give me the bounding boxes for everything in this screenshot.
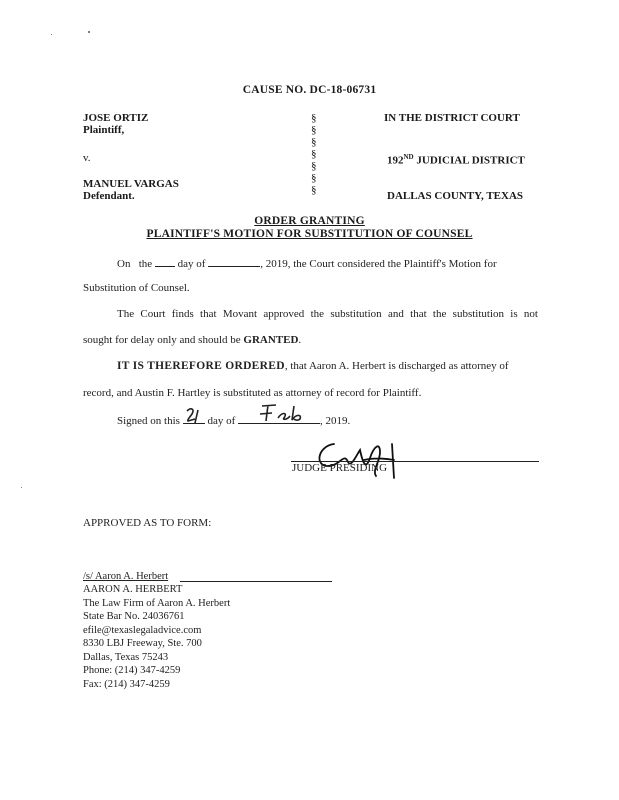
attorney-email: efile@texaslegaladvice.com [83, 625, 202, 636]
cause-number: CAUSE NO. DC-18-06731 [242, 84, 377, 96]
address-line2: Dallas, Texas 75243 [83, 652, 169, 663]
versus: v. [83, 152, 91, 164]
text: sought for delay only and should be [83, 334, 244, 346]
handwritten-month [254, 402, 324, 424]
section-symbol: § [311, 136, 317, 148]
day-blank [155, 256, 175, 267]
para2-line1: The Court finds that Movant approved the substitution and that the substitution is not [117, 308, 538, 320]
text: the [138, 258, 153, 270]
court-name: IN THE DISTRICT COURT [384, 112, 520, 124]
text: On [117, 258, 131, 270]
text: , 2019, the Court considered the Plaintiff's Motion for [260, 258, 497, 270]
phone-number: Phone: (214) 347-4259 [83, 665, 181, 676]
judicial-district [387, 151, 525, 167]
text: , 2019. [320, 415, 351, 427]
text: day of [207, 415, 236, 427]
section-symbol: § [311, 172, 317, 184]
section-symbol: § [311, 184, 317, 196]
fax-number: Fax: (214) 347-4259 [83, 679, 170, 690]
bar-number: State Bar No. 24036761 [83, 611, 185, 622]
scan-speck [21, 487, 22, 488]
order-title-line2: PLAINTIFF'S MOTION FOR SUBSTITUTION OF COUNSEL [146, 228, 473, 240]
section-symbol: § [311, 112, 317, 124]
text: Signed on this [117, 415, 180, 427]
judge-presiding-label: JUDGE PRESIDING [292, 462, 388, 474]
scan-speck [88, 31, 90, 33]
text: , that Aaron A. Herbert is discharged as attorney of [284, 360, 509, 372]
attorney-signature-line [180, 581, 332, 582]
scan-speck [51, 34, 52, 35]
county-name: DALLAS COUNTY, TEXAS [387, 190, 524, 202]
defendant-name: MANUEL VARGAS [83, 178, 179, 190]
para3-line1 [117, 360, 509, 372]
defendant-role: Defendant. [83, 190, 135, 202]
district-number: 192 [387, 154, 404, 167]
section-symbol: § [311, 160, 317, 172]
granted: GRANTED [243, 334, 299, 346]
text: day of [177, 258, 206, 270]
ordered: IT IS THEREFORE ORDERED [117, 360, 285, 372]
order-title-line1: ORDER GRANTING [254, 215, 365, 227]
firm-name: The Law Firm of Aaron A. Herbert [83, 598, 231, 609]
district-suffix: ND [403, 153, 414, 161]
handwritten-day [183, 406, 207, 426]
text: . [298, 334, 302, 346]
section-symbol: § [311, 124, 317, 136]
month-blank [208, 256, 260, 267]
attorney-e-signature: /s/ Aaron A. Herbert [83, 571, 169, 582]
attorney-name: AARON A. HERBERT [83, 584, 183, 595]
para2-line2 [83, 334, 301, 346]
para3-line2: record, and Austin F. Hartley is substituted as attorney of record for Plaintiff. [83, 387, 422, 399]
approved-label: APPROVED AS TO FORM: [83, 517, 212, 529]
section-symbol: § [311, 148, 317, 160]
para1-line1 [117, 256, 497, 270]
address-line1: 8330 LBJ Freeway, Ste. 700 [83, 638, 202, 649]
para1-line2: Substitution of Counsel. [83, 282, 190, 294]
plaintiff-role: Plaintiff, [83, 124, 125, 136]
plaintiff-name: JOSE ORTIZ [83, 112, 149, 124]
district-label: JUDICIAL DISTRICT [413, 154, 525, 167]
